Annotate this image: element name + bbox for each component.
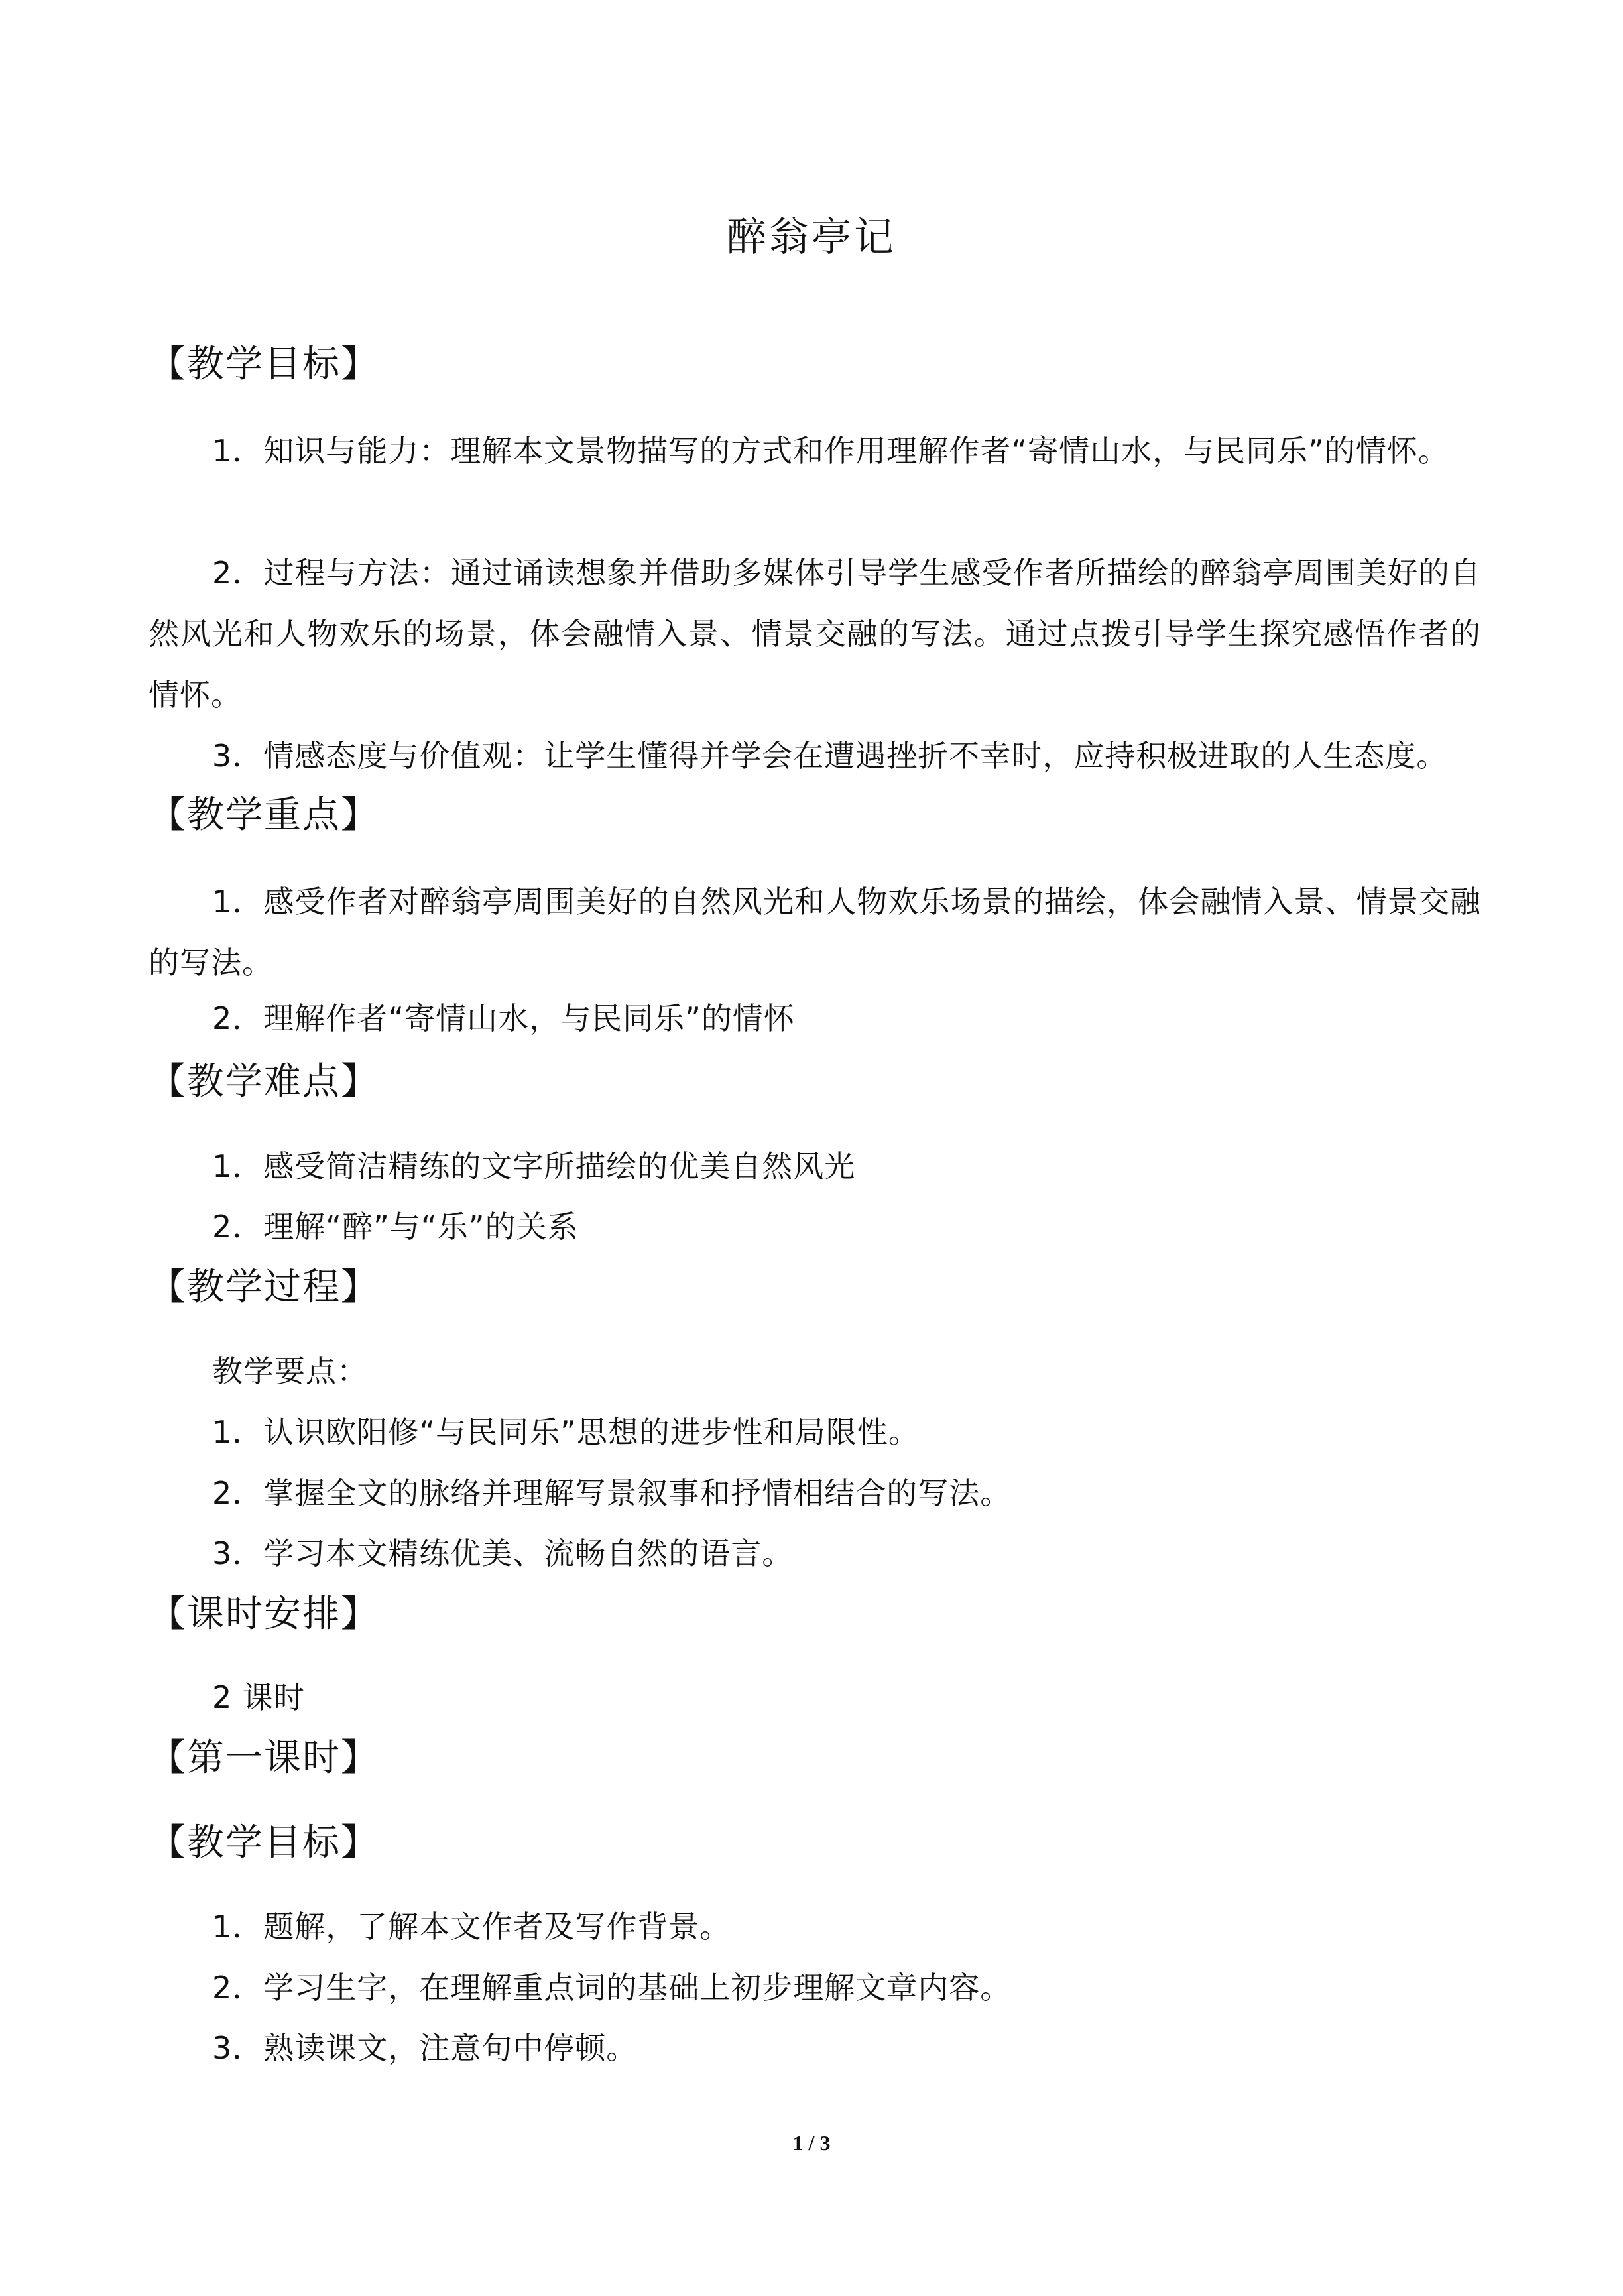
teaching-process-item-1: 1．认识欧阳修“与民同乐”思想的进步性和局限性。: [212, 1414, 920, 1450]
section-heading-teaching-objectives: 【教学目标】: [149, 343, 379, 386]
difficult-point-item-1: 1．感受简洁精练的文字所描绘的优美自然风光: [212, 1148, 856, 1184]
difficult-point-item-2: 2．理解“醉”与“乐”的关系: [212, 1209, 579, 1244]
section-heading-lesson-objectives: 【教学目标】: [149, 1821, 379, 1864]
section-heading-class-schedule: 【课时安排】: [149, 1593, 379, 1636]
teaching-process-item-3: 3．学习本文精练优美、流畅自然的语言。: [212, 1536, 794, 1571]
section-heading-difficult-points: 【教学难点】: [149, 1060, 379, 1103]
section-heading-first-lesson: 【第一课时】: [149, 1736, 379, 1780]
objective-item-2: 2．过程与方法：通过诵读想象并借助多媒体引导学生感受作者所描绘的醉翁亭周围美好的自然风光和人物欢乐的场景，体会融情入景、情景交融的写法。通过点拨引导学生探究感悟作者的情怀。: [149, 555, 1481, 713]
section-heading-teaching-process: 【教学过程】: [149, 1266, 379, 1309]
teaching-process-item-2: 2．掌握全文的脉络并理解写景叙事和抒情相结合的写法。: [212, 1475, 1012, 1511]
objective-item-3: 3．情感态度与价值观：让学生懂得并学会在遭遇挫折不幸时，应持积极进取的人生态度。: [212, 738, 1448, 774]
class-schedule-text: 2 课时: [212, 1679, 305, 1715]
lesson-objective-item-2: 2．学习生字，在理解重点词的基础上初步理解文章内容。: [212, 1970, 1012, 2006]
page-number: 1 / 3: [792, 2131, 831, 2155]
objective-item-1: 1．知识与能力：理解本文景物描写的方式和作用理解作者“寄情山水，与民同乐”的情怀。: [212, 433, 1449, 469]
document-title: 醉翁亭记: [727, 214, 896, 261]
lesson-objective-item-3: 3．熟读课文，注意句中停顿。: [212, 2030, 638, 2066]
teaching-process-intro: 教学要点：: [212, 1353, 368, 1389]
key-point-item-1: 1．感受作者对醉翁亭周围美好的自然风光和人物欢乐场景的描绘，体会融情入景、情景交融的写法。: [149, 884, 1481, 981]
lesson-objective-item-1: 1．题解，了解本文作者及写作背景。: [212, 1909, 731, 1945]
key-point-item-2: 2．理解作者“寄情山水，与民同乐”的情怀: [212, 1000, 795, 1036]
section-heading-key-points: 【教学重点】: [149, 794, 379, 837]
